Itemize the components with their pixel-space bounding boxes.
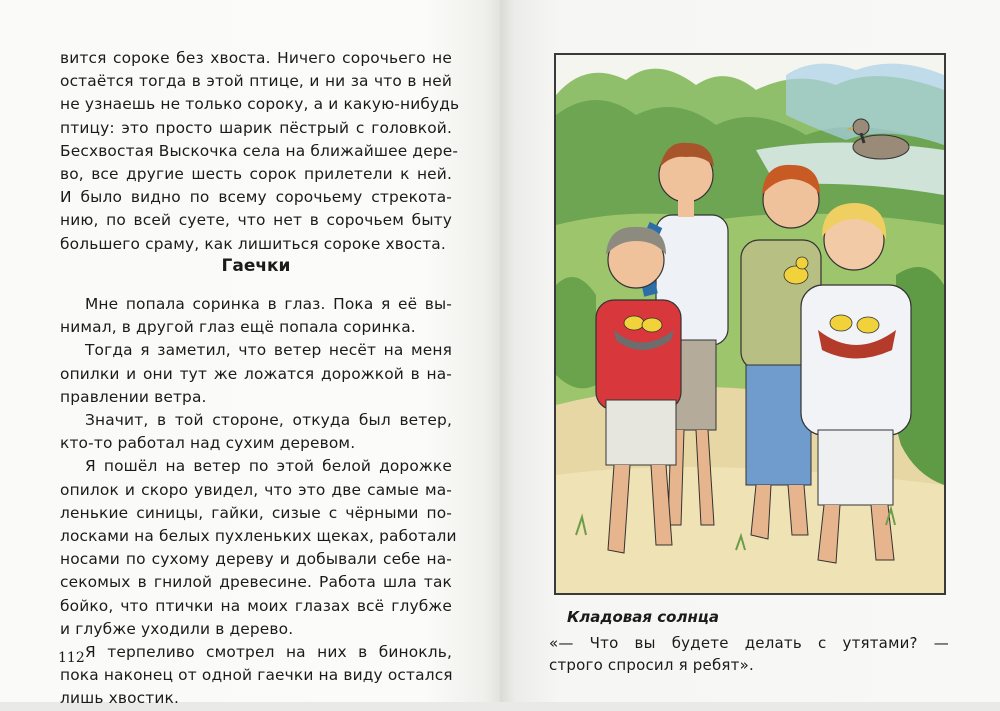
text-line: бойко, что птички на моих глазах всё глубже xyxy=(60,596,452,615)
text-line: во, все другие шесть сорок прилетели к ней. xyxy=(60,165,452,184)
text-line: Я пошёл на ветер по этой белой дорожке xyxy=(85,457,452,476)
text-line: вится сороке без хвоста. Ничего сорочьего не xyxy=(60,49,452,67)
text-line: птицу: это просто шарик пёстрый с головкой. xyxy=(60,118,452,137)
text-line: опилки и они тут же ложатся дорожкой в на- xyxy=(60,364,452,383)
story-body xyxy=(60,293,457,711)
text-line: правлении ветра. xyxy=(60,387,207,406)
duckling xyxy=(830,315,852,331)
text-line: Тогда я заметил, что ветер несёт на меня xyxy=(85,341,452,360)
story-heading: Гаечки xyxy=(221,256,291,276)
text-line: пока наконец от одной гаечки на виду остался xyxy=(60,666,453,685)
children-with-ducklings-illustration xyxy=(556,55,944,593)
caption-title: Кладовая солнца xyxy=(567,608,720,626)
text-line: секомых в гнилой древесине. Работа шла так xyxy=(60,573,452,592)
duckling xyxy=(857,317,879,333)
text-line: и глубже уходили в дерево. xyxy=(60,619,294,638)
text-line: опилок и скоро увидел, что это две самые ма- xyxy=(60,480,452,499)
illustration xyxy=(554,53,946,595)
text-line: Я терпеливо смотрел на них в бинокль, xyxy=(85,643,452,662)
text-line: Значит, в той стороне, откуда был ветер, xyxy=(85,411,452,430)
left-bush xyxy=(556,277,596,388)
caption-line: «— Что вы будете делать с утятами? — xyxy=(549,634,949,652)
text-line: лишь хвостик. xyxy=(60,689,180,708)
text-line: большего сраму, как лишиться сороке хвоста. xyxy=(60,234,446,253)
text-line: остаётся тогда в этой птице, и ни за что в ней xyxy=(60,72,452,91)
left-page xyxy=(0,0,500,708)
text-line: лосками на белых пухленьких щеках, работали xyxy=(60,527,457,546)
text-line: не узнаешь не только сороку, а и какую-нибудь xyxy=(60,95,460,114)
caption-line: строго спросил я ребят». xyxy=(549,656,754,674)
caption-quote xyxy=(549,632,949,676)
text-line: нию, по всей суете, что нет в сорочьем быту xyxy=(60,211,452,230)
text-line: кто-то работал над сухим деревом. xyxy=(60,434,356,453)
text-line: И было видно по всему сорочьему стрекота- xyxy=(60,188,452,207)
text-line: Мне попала соринка в глаз. Пока я её вы- xyxy=(85,295,452,313)
text-line: носами по сухому дереву и добывали себе на- xyxy=(60,550,452,569)
text-line: нимал, в другой глаз ещё попала соринка. xyxy=(60,318,416,337)
duckling xyxy=(624,316,644,330)
text-line: Бесхвостая Выскочка села на ближайшее дере- xyxy=(60,141,459,160)
duckling xyxy=(642,318,662,332)
page-number: 112 xyxy=(58,650,85,666)
text-line: ленькие синицы, гайки, сизые с чёрными по- xyxy=(60,503,452,522)
paragraph-continuation xyxy=(60,47,460,256)
